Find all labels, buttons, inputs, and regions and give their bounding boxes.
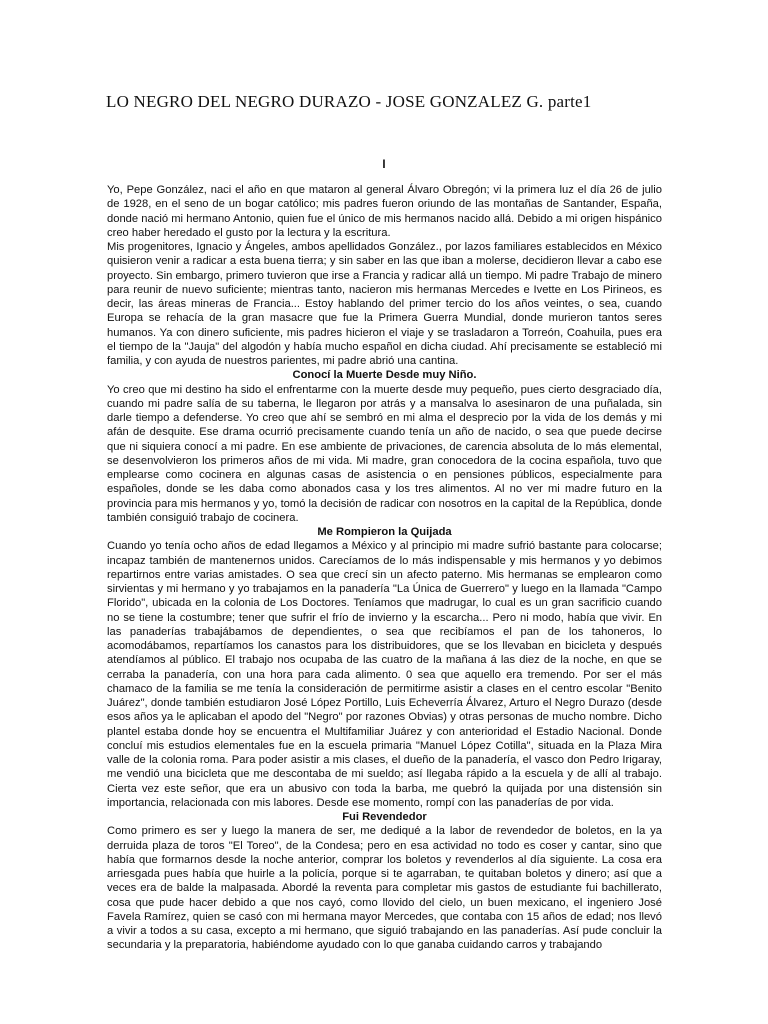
document-body: [107, 183, 662, 953]
paragraph: Cuando yo tenía ocho años de edad llegamos a México y al principio mi madre sufrió bastante para colocarse; incapaz también de mantenernos unidos. Carecíamos de lo más indispensable y mis hermanos y yo debimos repartirnos entre varias amistades. O sea que crecí sin un afecto paterno. Mis hermanas se emplearon como sirvientas y mi hermano y yo trabajamos en la panadería "La Única de Guerrero" y luego en la llamada "Campo Florido", ubicada en la colonia de Los Doctores. Teníamos que madrugar, lo cual es un gran sacrificio cuando no se tiene la costumbre; tener que sufrir el frío de invierno y la escarcha... Pero ni modo, había que vivir. En las panaderías trabajábamos de dependientes, o sea que recibíamos el pan de los tahoneros, lo acomodábamos, repartíamos los canastos para los distribuidores, que se los llevaban en bicicleta y después atendíamos al público. El trabajo nos ocupaba de las cuatro de la mañana á las diez de la noche, en que se cerraba la panadería, con una hora para cada alimento. 0 sea que aquello era tremendo. Por ser el más chamaco de la familia se me tenía la consideración de permitirme asistir a clases en el centro escolar "Benito Juárez", donde también estudiaron José López Portillo, Luis Echeverría Álvarez, Arturo el Negro Durazo (desde esos años ya le aplicaban el apodo del "Negro" por razones Obvias) y otras personas de mucho nombre. Dicho plantel estaba donde hoy se encuentra el Multifamiliar Juárez y con anterioridad el Estadio Nacional. Donde concluí mis estudios elementales fue en la escuela primaria "Manuel López Cotilla", situada en la Plaza Mira valle de la colonia roma. Para poder asistir a mis clases, el dueño de la panadería, el vasco don Pedro Irigaray, me vendió una bicicleta que me descontaba de mi sueldo; así llegaba rápido a la escuela y de allí al trabajo. Cierta vez este señor, que era un abusivo con toda la barba, me quebró la quijada por una distensión sin importancia, relacionada con mis labores. Desde ese momento, rompí con las panaderías de por vida.: [107, 540, 662, 809]
paragraph: Yo, Pepe González, naci el año en que mataron al general Álvaro Obregón; vi la primera luz el día 26 de julio de 1928, en el seno de un bogar católico; mis padres fueron oriundo de las montañas de Santander, España, donde nació mi hermano Antonio, quien fue el único de mis hermanos nacido allá. Debido a mi origen hispánico creo haber heredado el gusto por la lectura y la escritura.: [107, 184, 662, 239]
document-title: LO NEGRO DEL NEGRO DURAZO - JOSE GONZALEZ G. parte1: [106, 92, 592, 111]
section-heading: Me Rompieron la Quijada: [317, 526, 452, 538]
paragraph: Como primero es ser y luego la manera de ser, me dediqué a la labor de revendedor de boletos, en la ya derruida plaza de toros "El Toreo", de la Condesa; pero en esa actividad no todo es coser y cantar, sino que había que formarnos desde la noche anterior, comprar los boletos y revenderlos al día siguiente. La cosa era arriesgada pues había que huirle a la policía, porque si te agarraban, te quitaban boletos y dinero; así que a veces era de balde la malpasada. Abordé la reventa para completar mis gastos de estudiante fui bachillerato, cosa que pude hacer debido a que nos cayó, como llovido del cielo, un buen mexicano, el ingeniero José Favela Ramírez, quien se casó con mi hermana mayor Mercedes, que contaba con 15 años de edad; nos llevó a vivir a todos a su casa, excepto a mi hermano, que siguió trabajando en las panaderías. Así pude concluir la secundaria y la preparatoria, habiéndome ayudado con lo que ganaba cuidando carros y trabajando: [107, 825, 662, 952]
section-heading: Conocí la Muerte Desde muy Niño.: [292, 369, 477, 382]
chapter-number: I: [382, 159, 386, 171]
paragraph: Yo creo que mi destino ha sido el enfrentarme con la muerte desde muy pequeño, pues cierto desgraciado día, cuando mi padre salía de su taberna, le llegaron por atrás y a mansalva lo asesinaron de una puñalada, sin darle tiempo a defenderse. Yo creo que ahí se sembró en mi alma el desprecio por la vida de los demás y mi afán de desquite. Ese drama ocurrió precisamente cuando tenía un año de nacido, o sea que puede decirse que ni siquiera conocí a mi padre. En ese ambiente de privaciones, de carencia absoluta de lo más elemental, se desenvolvieron los primeros años de mi vida. Mi madre, gran conocedora de la cocina española, tuvo que emplearse como cocinera en algunas casas de asistencia o en pensiones públicos, especialmente para españoles, donde se les daba como abonados casa y los tres alimentos. Al no ver mi madre futuro en la provincia para mis hermanos y yo, tomó la decisión de radicar con nosotros en la capital de la República, donde también consiguió trabajo de cocinera.: [107, 383, 662, 524]
paragraph: Mis progenitores, Ignacio y Ángeles, ambos apellidados González., por lazos familiares establecidos en México quisieron venir a radicar a esta buena tierra; y sin saber en las que iban a molerse, decidieron llevar a cabo ese proyecto. Sin embargo, primero tuvieron que irse a Francia y radicar allá un tiempo. Mi padre Trabajo de minero para reunir de nuevo suficiente; mientras tanto, nacieron mis hermanas Mercedes e Ivette en Los Pirineos, es decir, las áreas mineras de Francia... Estoy hablando del primer tercio do los años veintes, o sea, cuando Europa se rehacía de la gran masacre que fue la Primera Guerra Mundial, donde murieron tantos seres humanos. Ya con dinero suficiente, mis padres hicieron el viaje y se trasladaron a Torreón, Coahuila, pues era el tiempo de la "Jauja" del algodón y había mucho español en dicha ciudad. Ahí precisamente se estableció mi familia, y con ayuda de nuestros parientes, mi padre abrió una cantina.: [107, 241, 662, 367]
section-heading: Fui Revendedor: [342, 811, 427, 823]
